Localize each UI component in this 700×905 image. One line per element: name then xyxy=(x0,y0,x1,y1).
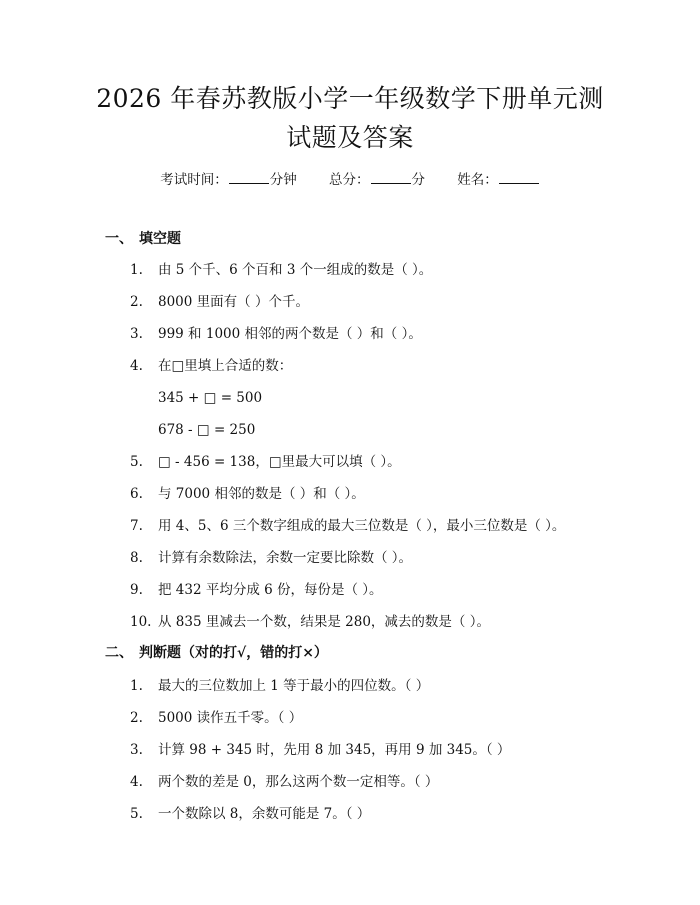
question-number: 5. xyxy=(130,454,143,470)
total-score-unit: 分 xyxy=(411,172,425,188)
question-number: 9. xyxy=(130,582,143,598)
question-text: 把 432 平均分成 6 份，每份是（ ）。 xyxy=(158,582,383,598)
question-number: 1. xyxy=(130,678,143,694)
question-text: 5000 读作五千零。（ ） xyxy=(158,710,303,726)
student-name-blank xyxy=(499,169,539,184)
question-number: 1. xyxy=(130,262,143,278)
question-number: 2. xyxy=(130,710,143,726)
question-text: 从 835 里减去一个数，结果是 280，减去的数是（ ）。 xyxy=(158,614,490,630)
equation-line: 678 - □ = 250 xyxy=(158,422,256,438)
question-item xyxy=(130,324,422,344)
exam-time-unit: 分钟 xyxy=(269,172,297,188)
question-item xyxy=(130,676,429,696)
question-text: 由 5 个千、6 个百和 3 个一组成的数是（ ）。 xyxy=(158,262,433,278)
total-score-blank xyxy=(371,169,411,184)
question-number: 3. xyxy=(130,326,143,342)
question-number: 8. xyxy=(130,550,143,566)
total-score-label: 总分： xyxy=(329,172,370,188)
question-number: 4. xyxy=(130,358,143,374)
question-text: 计算有余数除法，余数一定要比除数（ ）。 xyxy=(158,550,413,566)
student-name-field xyxy=(457,169,540,190)
question-item xyxy=(130,804,370,824)
exam-time-label: 考试时间： xyxy=(160,172,228,188)
question-item xyxy=(130,452,401,472)
question-text: □ - 456 = 138，□里最大可以填（ ）。 xyxy=(158,454,401,470)
question-text: 在□里填上合适的数： xyxy=(158,358,293,374)
question-text: 两个数的差是 0，那么这两个数一定相等。（ ） xyxy=(158,774,439,790)
question-item xyxy=(130,740,510,760)
question-item xyxy=(130,356,292,376)
question-text: 用 4、5、6 三个数字组成的最大三位数是（ ），最小三位数是（ ）。 xyxy=(158,518,566,534)
page-title-line-2: 试题及答案 xyxy=(286,123,414,152)
section-number: 一、 xyxy=(105,231,133,247)
page-title-line-1: 2026 年春苏教版小学一年级数学下册单元测 xyxy=(96,84,604,113)
question-text: 8000 里面有（ ）个千。 xyxy=(158,294,309,310)
question-item xyxy=(130,292,309,312)
question-text: 最大的三位数加上 1 等于最小的四位数。（ ） xyxy=(158,678,430,694)
question-number: 7. xyxy=(130,518,143,534)
question-item xyxy=(130,708,302,728)
section-number: 二、 xyxy=(105,645,133,661)
question-text: 与 7000 相邻的数是（ ）和（ ）。 xyxy=(158,486,365,502)
exam-time-blank xyxy=(229,169,269,184)
question-number: 5. xyxy=(130,806,143,822)
equation-line: 345 + □ = 500 xyxy=(158,390,263,406)
student-name-label: 姓名： xyxy=(457,172,498,188)
question-item xyxy=(130,484,365,504)
question-number: 2. xyxy=(130,294,143,310)
total-score-field xyxy=(329,169,425,190)
question-item xyxy=(130,612,490,632)
question-item xyxy=(130,260,432,280)
question-number: 4. xyxy=(130,774,143,790)
section-heading-fill-blank xyxy=(105,229,181,249)
question-number: 6. xyxy=(130,486,143,502)
exam-time-field xyxy=(160,169,297,190)
question-item xyxy=(130,548,412,568)
question-number: 3. xyxy=(130,742,143,758)
exam-info-row xyxy=(0,169,700,190)
question-item xyxy=(130,772,438,792)
section-heading-true-false xyxy=(105,643,328,663)
question-text: 计算 98 + 345 时，先用 8 加 345，再用 9 加 345。（ ） xyxy=(158,742,511,758)
question-item xyxy=(130,516,565,536)
question-number: 10. xyxy=(130,614,152,630)
section-title: 判断题（对的打√，错的打×） xyxy=(139,645,328,661)
question-text: 999 和 1000 相邻的两个数是（ ）和（ ）。 xyxy=(158,326,422,342)
question-text: 一个数除以 8，余数可能是 7。（ ） xyxy=(158,806,371,822)
question-item xyxy=(130,580,383,600)
section-title: 填空题 xyxy=(139,231,181,247)
